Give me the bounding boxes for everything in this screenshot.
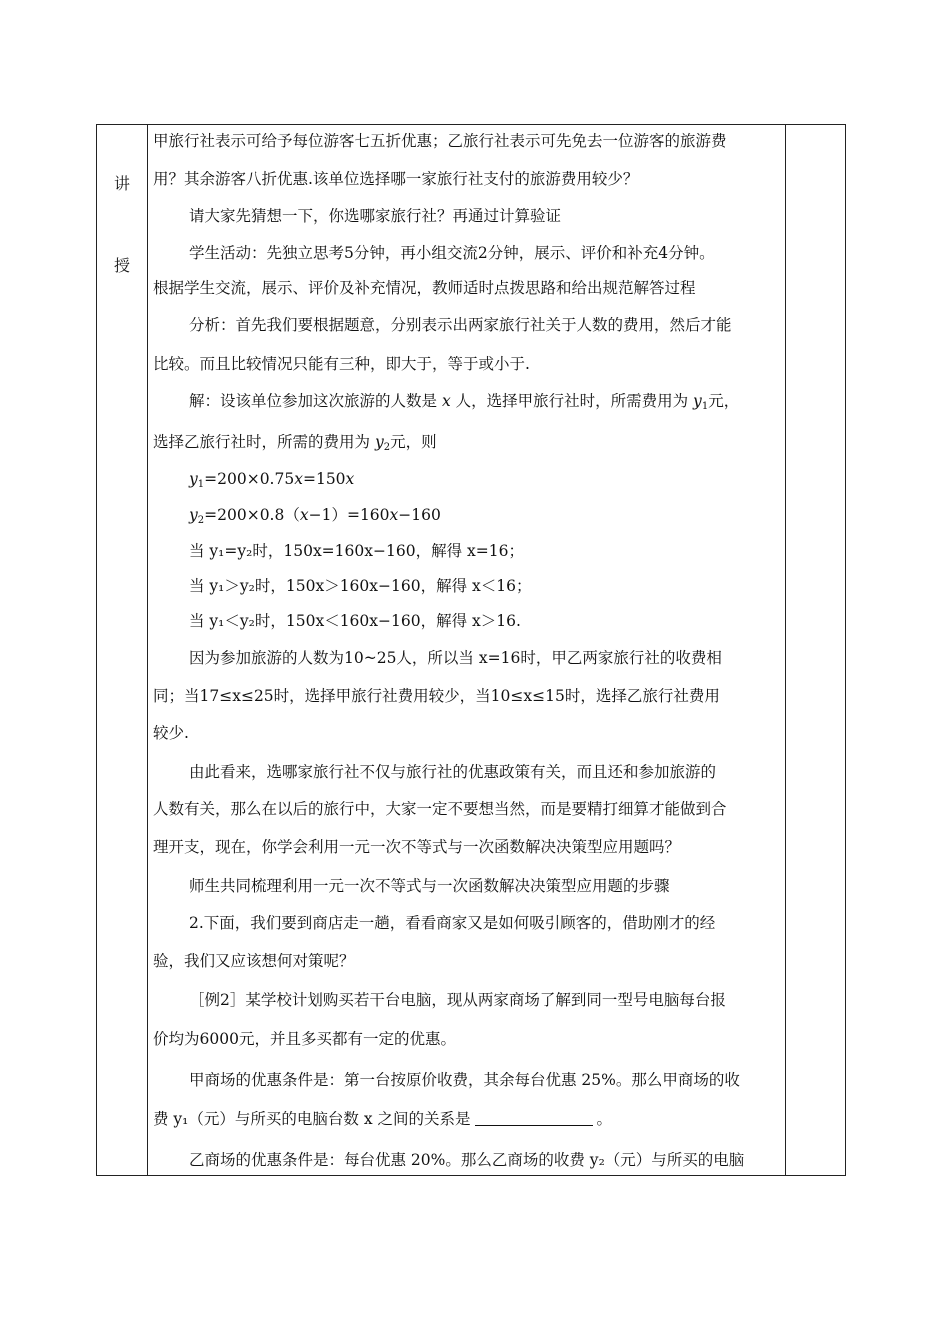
text-line: 比较。而且比较情况只能有三种，即大于，等于或小于. <box>153 355 530 373</box>
equation-y2 <box>189 505 441 531</box>
text-line: 用？其余游客八折优惠.该单位选择哪一家旅行社支付的旅游费用较少？ <box>153 170 639 188</box>
var-x: x <box>389 506 399 524</box>
text-line: 理开支，现在，你学会利用一元一次不等式与一次函数解决决策型应用题吗？ <box>153 838 681 856</box>
text-line: 学生活动：先独立思考5分钟，再小组交流2分钟，展示、评价和补充4分钟。 <box>189 244 715 262</box>
text-line: 较少. <box>153 724 189 742</box>
var-x: x <box>441 392 451 410</box>
text-line: 分析：首先我们要根据题意，分别表示出两家旅行社关于人数的费用，然后才能 <box>189 316 732 334</box>
section-char-jiang: 讲 <box>113 174 130 193</box>
case-greater: 当 y₁＞y₂时，150x＞160x−160，解得 x＜16； <box>189 577 532 595</box>
subscript: 2 <box>383 442 391 453</box>
subscript: 1 <box>701 401 709 412</box>
text-line: 人数有关，那么在以后的旅行中，大家一定不要想当然，而是要精打细算才能做到合 <box>153 800 727 818</box>
section-label-column <box>97 125 148 1175</box>
text-line: 价均为6000元，并且多买都有一定的优惠。 <box>153 1030 456 1048</box>
subscript: 2 <box>197 515 205 526</box>
subscript: 1 <box>197 479 205 490</box>
lesson-content <box>149 125 785 1175</box>
text-span: 费 y₁（元）与所买的电脑台数 x 之间的关系是 <box>153 1110 471 1128</box>
var-y: y <box>189 470 198 488</box>
var-x: x <box>294 470 303 488</box>
text-span: −160 <box>398 506 441 524</box>
var-y: y <box>693 392 702 410</box>
text-line: 师生共同梳理利用一元一次不等式与一次函数解决决策型应用题的步骤 <box>189 877 670 895</box>
text-line: 2.下面，我们要到商店走一趟，看看商家又是如何吸引顾客的，借助刚才的经 <box>189 914 716 932</box>
text-line: 因为参加旅游的人数为10~25人，所以当 x=16时，甲乙两家旅行社的收费相 <box>189 649 722 667</box>
var-y: y <box>374 433 384 451</box>
equation-y1 <box>189 469 354 495</box>
lesson-table <box>96 124 846 1176</box>
text-line: 乙商场的优惠条件是：每台优惠 20%。那么乙商场的收费 y₂（元）与所买的电脑 <box>189 1151 745 1169</box>
var-x: x <box>345 470 355 488</box>
text-span: 人，选择甲旅行社时，所需费用为 <box>450 392 694 410</box>
var-x: x <box>299 506 309 524</box>
text-line: 由此看来，选哪家旅行社不仅与旅行社的优惠政策有关，而且还和参加旅游的 <box>189 763 717 781</box>
text-span: =150 <box>302 470 346 488</box>
notes-column <box>785 125 845 1175</box>
text-line: 请大家先猜想一下，你选哪家旅行社？再通过计算验证 <box>189 207 562 225</box>
solution-line <box>153 432 437 458</box>
text-line: 根据学生交流，展示、评价及补充情况，教师适时点拨思路和给出规范解答过程 <box>153 279 696 297</box>
answer-blank[interactable] <box>475 1111 593 1126</box>
text-span: =200×0.8（ <box>204 506 300 524</box>
solution-intro-line <box>189 391 739 417</box>
text-line: 同；当17≤x≤25时，选择甲旅行社费用较少，当10≤x≤15时，选择乙旅行社费用 <box>153 687 720 705</box>
text-span: 元，则 <box>390 433 437 451</box>
section-char-shou: 授 <box>113 256 130 275</box>
text-line: 验，我们又应该想何对策呢？ <box>153 952 355 970</box>
text-line: 甲商场的优惠条件是：第一台按原价收费，其余每台优惠 25%。那么甲商场的收 <box>189 1071 740 1089</box>
example-2-line: ［例2］某学校计划购买若干台电脑，现从两家商场了解到同一型号电脑每台报 <box>189 991 726 1009</box>
fill-in-line <box>153 1109 612 1129</box>
var-y: y <box>189 506 198 524</box>
text-span: 元， <box>708 392 740 410</box>
text-span: 解：设该单位参加这次旅游的人数是 <box>189 392 442 410</box>
case-less: 当 y₁＜y₂时，150x＜160x−160，解得 x＞16. <box>189 612 521 630</box>
text-span: 选择乙旅行社时，所需的费用为 <box>153 433 375 451</box>
text-span: −1）=160 <box>308 506 390 524</box>
text-span: =200×0.75 <box>204 470 295 488</box>
case-equal: 当 y₁=y₂时，150x=160x−160，解得 x=16； <box>189 542 524 560</box>
text-line: 甲旅行社表示可给予每位游客七五折优惠；乙旅行社表示可先免去一位游客的旅游费 <box>153 132 727 150</box>
text-span: 。 <box>596 1110 613 1128</box>
